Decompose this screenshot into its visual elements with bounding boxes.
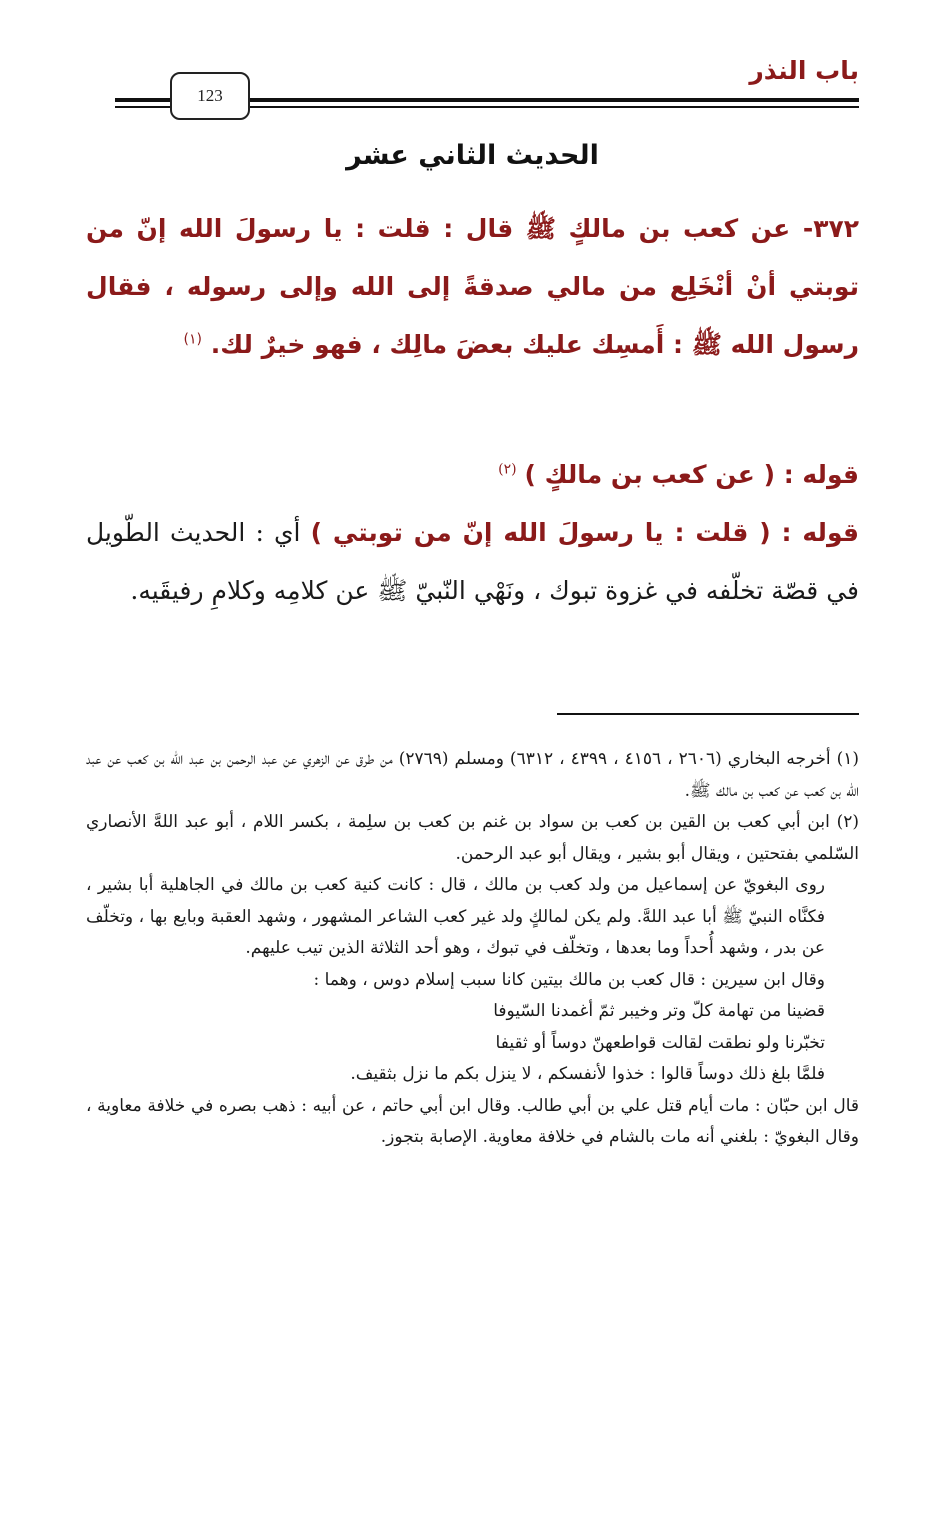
poem-verse-1: قضينا من تهامة كلّ وتر وخيبر ثمّ أغمدنا السّيوفا [493, 1001, 825, 1021]
commentary-line-2 [86, 504, 859, 620]
commentary-line-1 [86, 446, 859, 504]
commentary-quote-1: قوله : ( عن كعب بن مالكٍ ) [524, 460, 859, 489]
section-title: الحديث الثاني عشر [346, 140, 599, 171]
footnote-2-para-2: روى البغويّ عن إسماعيل من ولد كعب بن مالك ، قال : كانت كنية كعب بن مالك في الجاهلية أبا بشير ، فكنَّاه النبيّ ﷺ أبا عبد اللهَّ. ولم يكن لمالكٍ ولد غير كعب الشاعر المشهور ، وشهد العقبة وبايع بها ، وتخلّف عن بدر ، وشهد أُحداً وما بعدها ، وتخلّف في تبوك ، وهو أحد الثلاثة الذين تيب عليهم. [86, 875, 825, 958]
commentary-explanation: أي : الحديث الطّويل في قصّة تخلّفه في غزوة تبوك ، ونَهْي النّبيّ ﷺ عن كلامِه وكلامِ رفيقَيه. [86, 518, 859, 605]
footnote-2-para-3: وقال ابن سيرين : قال كعب بن مالك بيتين كانا سبب إسلام دوس ، وهما : [313, 969, 825, 990]
commentary [86, 446, 859, 620]
footnotes [86, 744, 859, 1154]
hadith-body: عن كعب بن مالكٍ ﷺ قال : قلت : يا رسولَ الله إنّ من توبتي أنْ أنْخَلِع من مالي صدقةً إلى الله وإلى رسوله ، فقال رسول الله ﷺ : أَمسِك عليك بعضَ مالِك ، فهو خيرٌ لك. [86, 214, 859, 359]
commentary-quote-2: قوله : ( قلت : يا رسولَ الله إنّ من توبتي ) [310, 518, 859, 547]
page-number: 123 [170, 72, 250, 120]
footnote-ref-2: (٢) [498, 461, 517, 478]
hadith-text [86, 200, 859, 374]
poem-verse-2: تخبّرنا ولو نطقت لقالت قواطعهنّ دوساً أو ثقيفا [495, 1032, 825, 1053]
footnote-2-para-4: فلمَّا بلغ ذلك دوساً قالوا : خذوا لأنفسكم ، لا ينزل بكم ما نزل بثقيف. [350, 1064, 825, 1084]
footnote-2-para-1: (٢) ابن أبي كعب بن القين بن كعب بن سواد بن غنم بن كعب بن سلِمة ، بكسر اللام ، أبو عبد اللهَّ الأنصاري السّلمي بفتحتين ، ويقال أبو بشير ، ويقال أبو عبد الرحمن. [86, 812, 859, 864]
footnote-2-para-5: قال ابن حبّان : مات أيام قتل علي بن أبي طالب. وقال ابن أبي حاتم ، عن أبيه : ذهب بصره في خلافة معاوية ، وقال البغويّ : بلغني أنه مات بالشام في خلافة معاوية. الإصابة بتجوز. [86, 1095, 859, 1147]
hadith-number: ٣٧٢- [802, 214, 859, 243]
footnote-ref-1: (١) [183, 331, 203, 348]
footnote-1: (١) أخرجه البخاري (٢٦٠٦ ، ٤١٥٦ ، ٤٣٩٩ ، ٦٣١٢) ومسلم (٢٧٦٩) من طرق عن الزهري عن عبد الرحمن بن عبد الله بن كعب عن عبد الله بن كعب عن كعب بن مالك ﷺ. [86, 749, 860, 801]
chapter-title: باب النذر [749, 56, 859, 85]
footnote-separator [557, 713, 859, 715]
